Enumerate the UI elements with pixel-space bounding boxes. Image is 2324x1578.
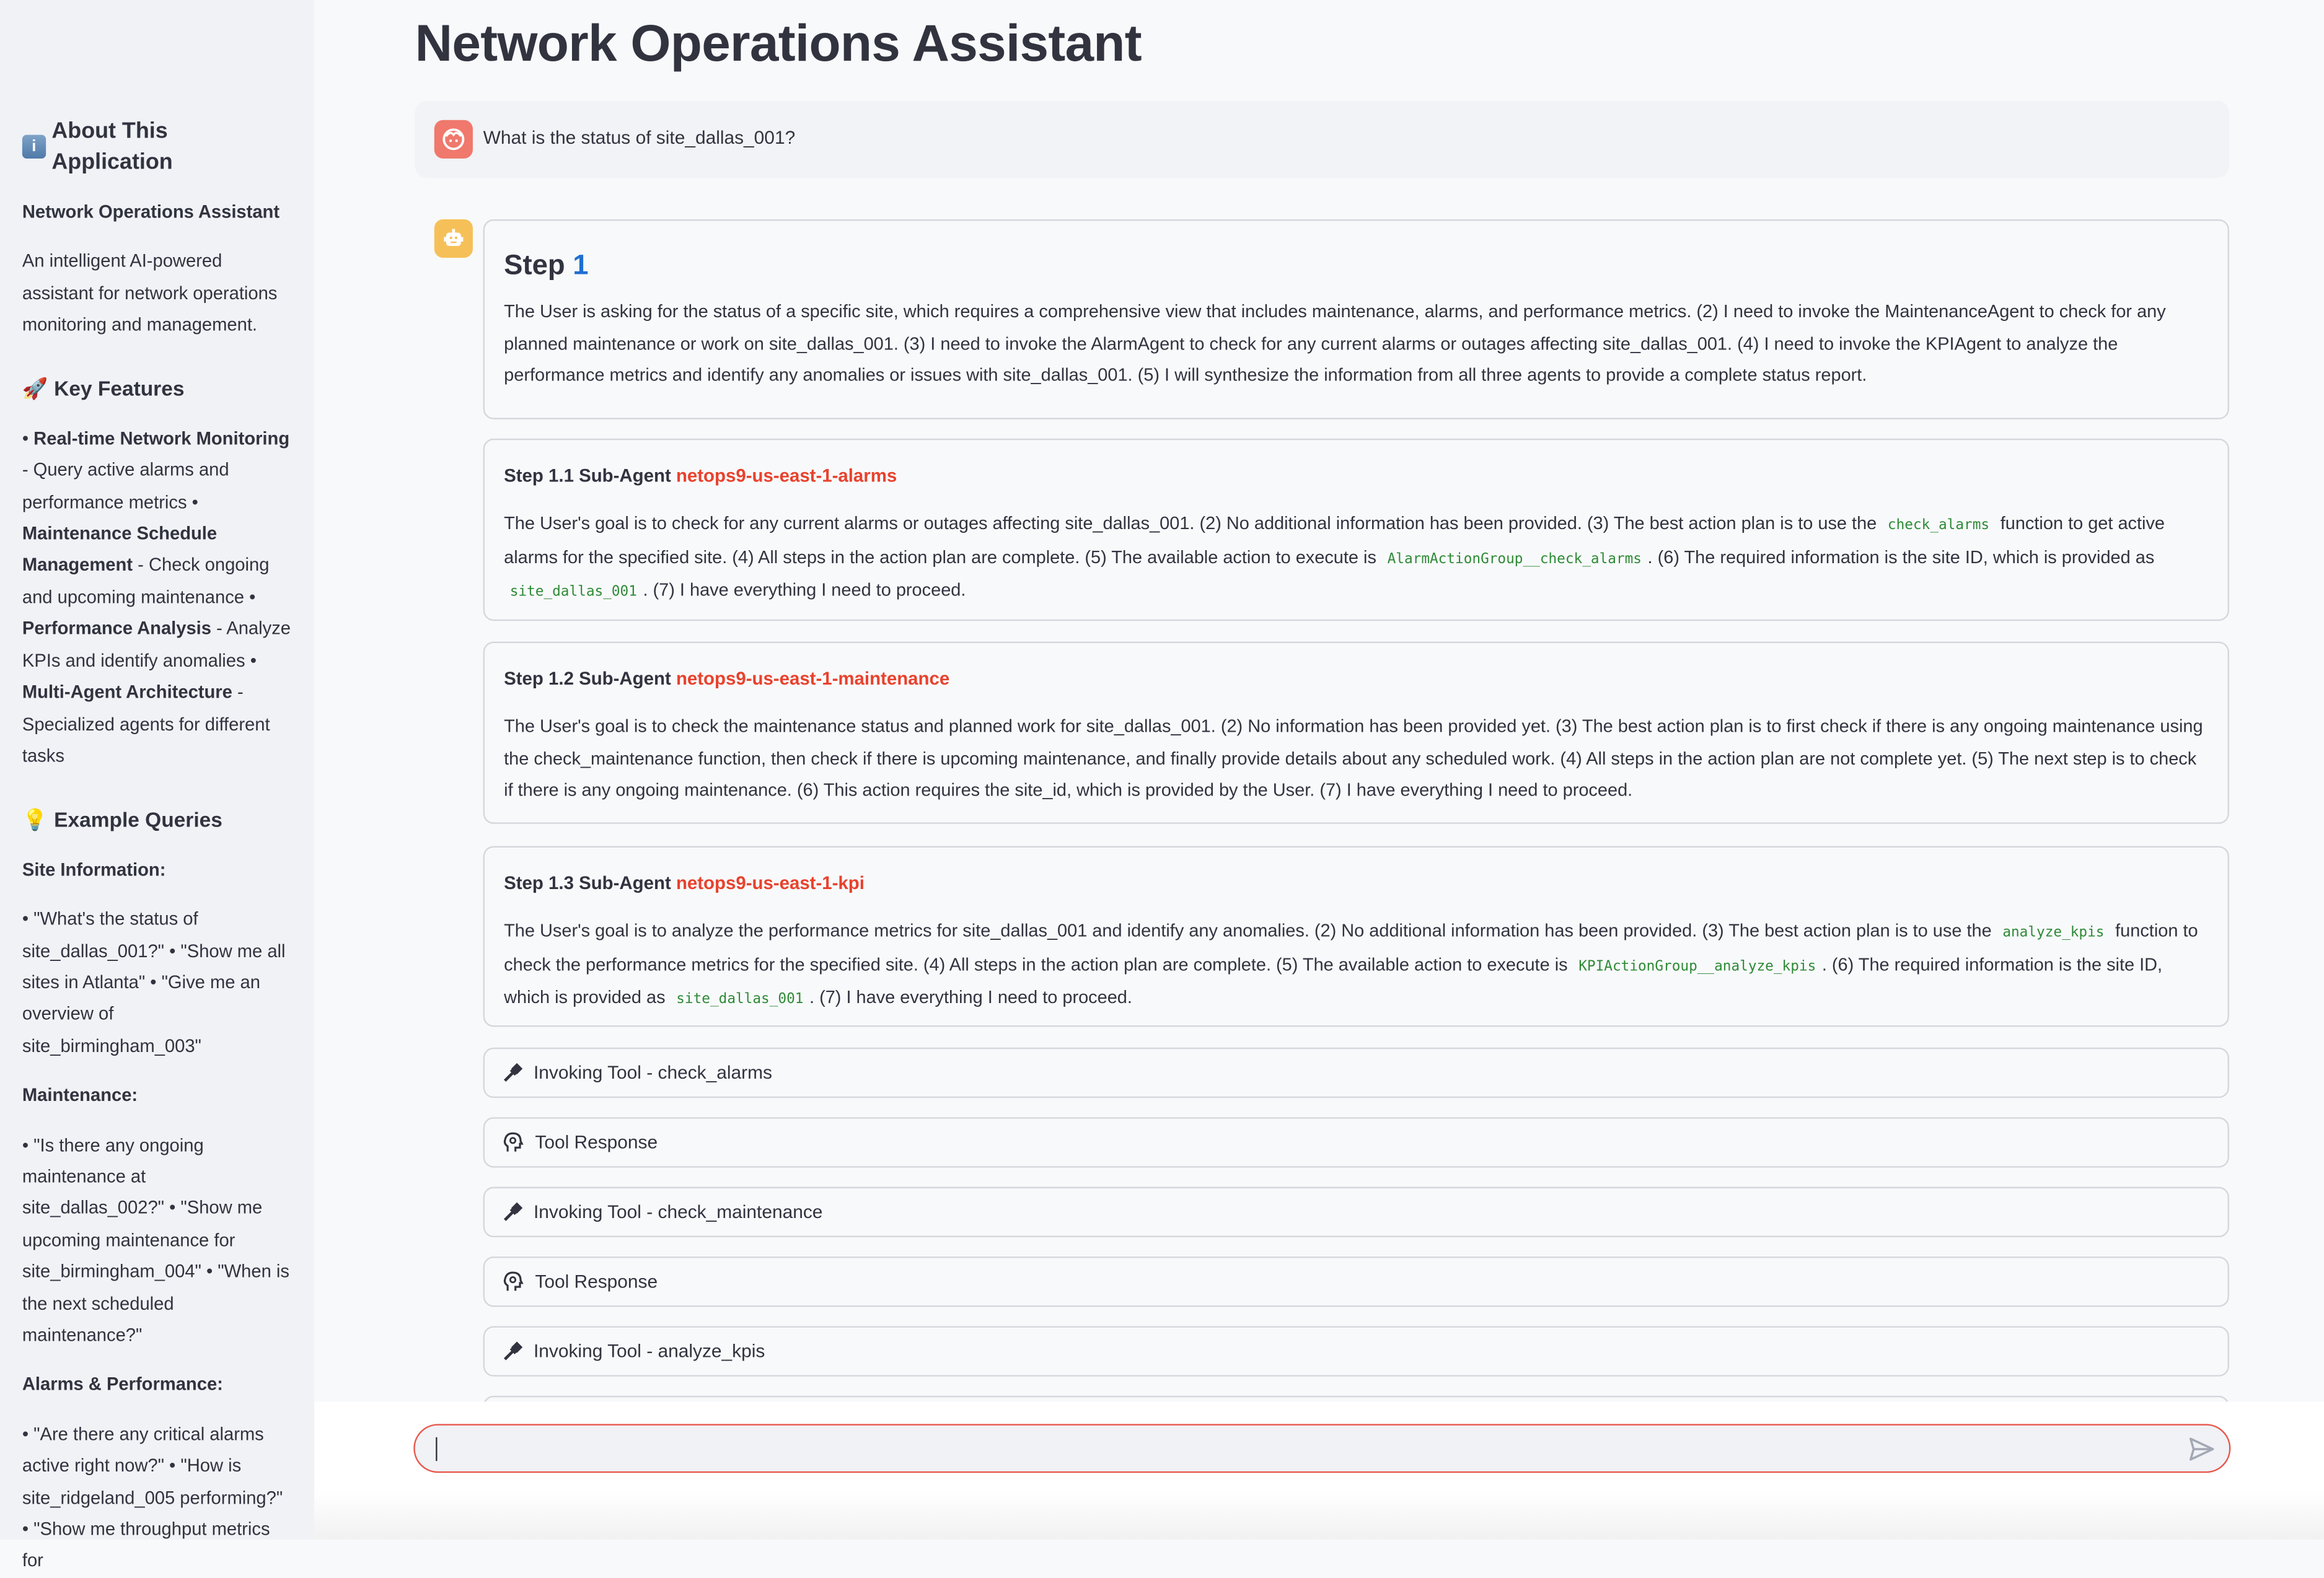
rocket-icon: 🚀 [22, 377, 48, 401]
app-name: Network Operations Assistant [22, 201, 280, 222]
page-title: Network Operations Assistant [415, 14, 1142, 73]
user-message [415, 101, 2229, 178]
sidebar [0, 0, 314, 1572]
substep-text: The User's goal is to check for any current alarms or outages affecting site_dallas_001. (2) No additional information has been provided. (3) The best action plan is to use the check_alarms function to get active alarms for the specified site. (4) All steps in the action plan are complete. (5) The available action to execute is AlarmActionGroup__check_alarms . (6) The required information is the site ID, which is provided as site_dallas_001 . (7) I have everything I need to proceed. [504, 513, 2165, 601]
step-1-heading: Step 1 [504, 250, 589, 282]
substep-1-1-box [483, 439, 2229, 621]
tool-expander-response-2[interactable]: Tool Response [483, 1256, 2229, 1307]
alarms-queries: • "Are there any critical alarms active right now?" • "How is site_ridgeland_005 performing?" • "Show me throughput metrics for [22, 1423, 283, 1572]
site-info-label: Site Information: [22, 859, 166, 880]
chat-input-area [314, 1401, 2324, 1539]
wrench-icon [503, 1342, 522, 1361]
features-list: • Real-time Network Monitoring - Query active alarms and performance metrics • Maintenance Schedule Management - Check ongoing and upcoming maintenance • Performance Analysis - Analyze KPIs and identify anomalies • Multi-Agent Architecture - Specialized agents for different tasks [22, 427, 291, 766]
substep-heading: Step 1.2 Sub-Agent netops9-us-east-1-maintenance [504, 668, 950, 690]
wrench-icon [503, 1203, 522, 1222]
main-content [314, 0, 2324, 1401]
send-icon[interactable] [2189, 1437, 2214, 1461]
tool-expander-analyze-kpis[interactable]: Invoking Tool - analyze_kpis [483, 1326, 2229, 1376]
alarms-label: Alarms & Performance: [22, 1374, 223, 1395]
substep-1-2-box [483, 642, 2229, 824]
step-1-box [483, 219, 2229, 419]
info-icon: i [22, 136, 46, 159]
maintenance-queries: • "Is there any ongoing maintenance at site_dallas_002?" • "Show me upcoming maintenance for site_birmingham_004" • "When is the next scheduled maintenance?" [22, 1134, 289, 1346]
text-caret [436, 1437, 437, 1461]
substep-text: The User's goal is to analyze the performance metrics for site_dallas_001 and identify any anomalies. (2) No additional information has been provided. (3) The best action plan is to use the analyze_kpis function to check the performance metrics for the specified site. (4) All steps in the action plan are complete. (5) The available action to execute is KPIActionGroup__analyze_kpis . (6) The required information is the site ID, which is provided as site_dallas_001 . (7) I have everything I need to proceed. [504, 921, 2198, 1008]
substep-1-3-box [483, 846, 2229, 1027]
substep-text: The User's goal is to check the maintenance status and planned work for site_dallas_001. (2) No information has been provided yet. (3) The best action plan is to first check if there is any ongoing maintenance using the check_maintenance function, then check if there is upcoming maintenance, and finally provide details about any scheduled work. (4) All steps in the action plan are not complete yet. (5) The next step is to check if there is any ongoing maintenance. (6) This action requires the site_id, which is provided by the User. (7) I have everything I need to proceed. [504, 716, 2203, 800]
step-1-text: The User is asking for the status of a specific site, which requires a comprehensive view that includes maintenance, alarms, and performance metrics. (2) I need to invoke the MaintenanceAgent to check for any planned maintenance or work on site_dallas_001. (3) I need to invoke the AlarmAgent to check for any current alarms or outages affecting site_dallas_001. (4) I need to invoke the KPIAgent to analyze the performance metrics and identify any anomalies or issues with site_dallas_001. (5) I will synthesize the information from all three agents to provide a complete status report. [504, 301, 2166, 386]
user-avatar-icon [434, 120, 473, 159]
maintenance-label: Maintenance: [22, 1085, 138, 1106]
wrench-icon [503, 1063, 522, 1082]
head-gear-icon [503, 1132, 523, 1152]
substep-heading: Step 1.1 Sub-Agent netops9-us-east-1-alarms [504, 465, 897, 486]
examples-heading: 💡 Example Queries [22, 805, 292, 836]
head-gear-icon [503, 1271, 523, 1292]
site-info-queries: • "What's the status of site_dallas_001?" • "Show me all sites in Atlanta" • "Give me an overview of site_birmingham_003" [22, 908, 286, 1056]
substep-heading: Step 1.3 Sub-Agent netops9-us-east-1-kpi [504, 872, 865, 894]
app-description: An intelligent AI-powered assistant for network operations monitoring and management. [22, 250, 278, 335]
tool-expander-check-alarms[interactable]: Invoking Tool - check_alarms [483, 1048, 2229, 1098]
tool-expander-check-maintenance[interactable]: Invoking Tool - check_maintenance [483, 1187, 2229, 1237]
about-heading: i About This Application [22, 116, 292, 179]
assistant-avatar-icon [434, 219, 473, 258]
features-heading: 🚀 Key Features [22, 374, 292, 406]
tool-expander-response-1[interactable]: Tool Response [483, 1117, 2229, 1167]
chat-input[interactable] [413, 1424, 2230, 1473]
user-message-text: What is the status of site_dallas_001? [483, 127, 796, 149]
lightbulb-icon: 💡 [22, 808, 48, 832]
